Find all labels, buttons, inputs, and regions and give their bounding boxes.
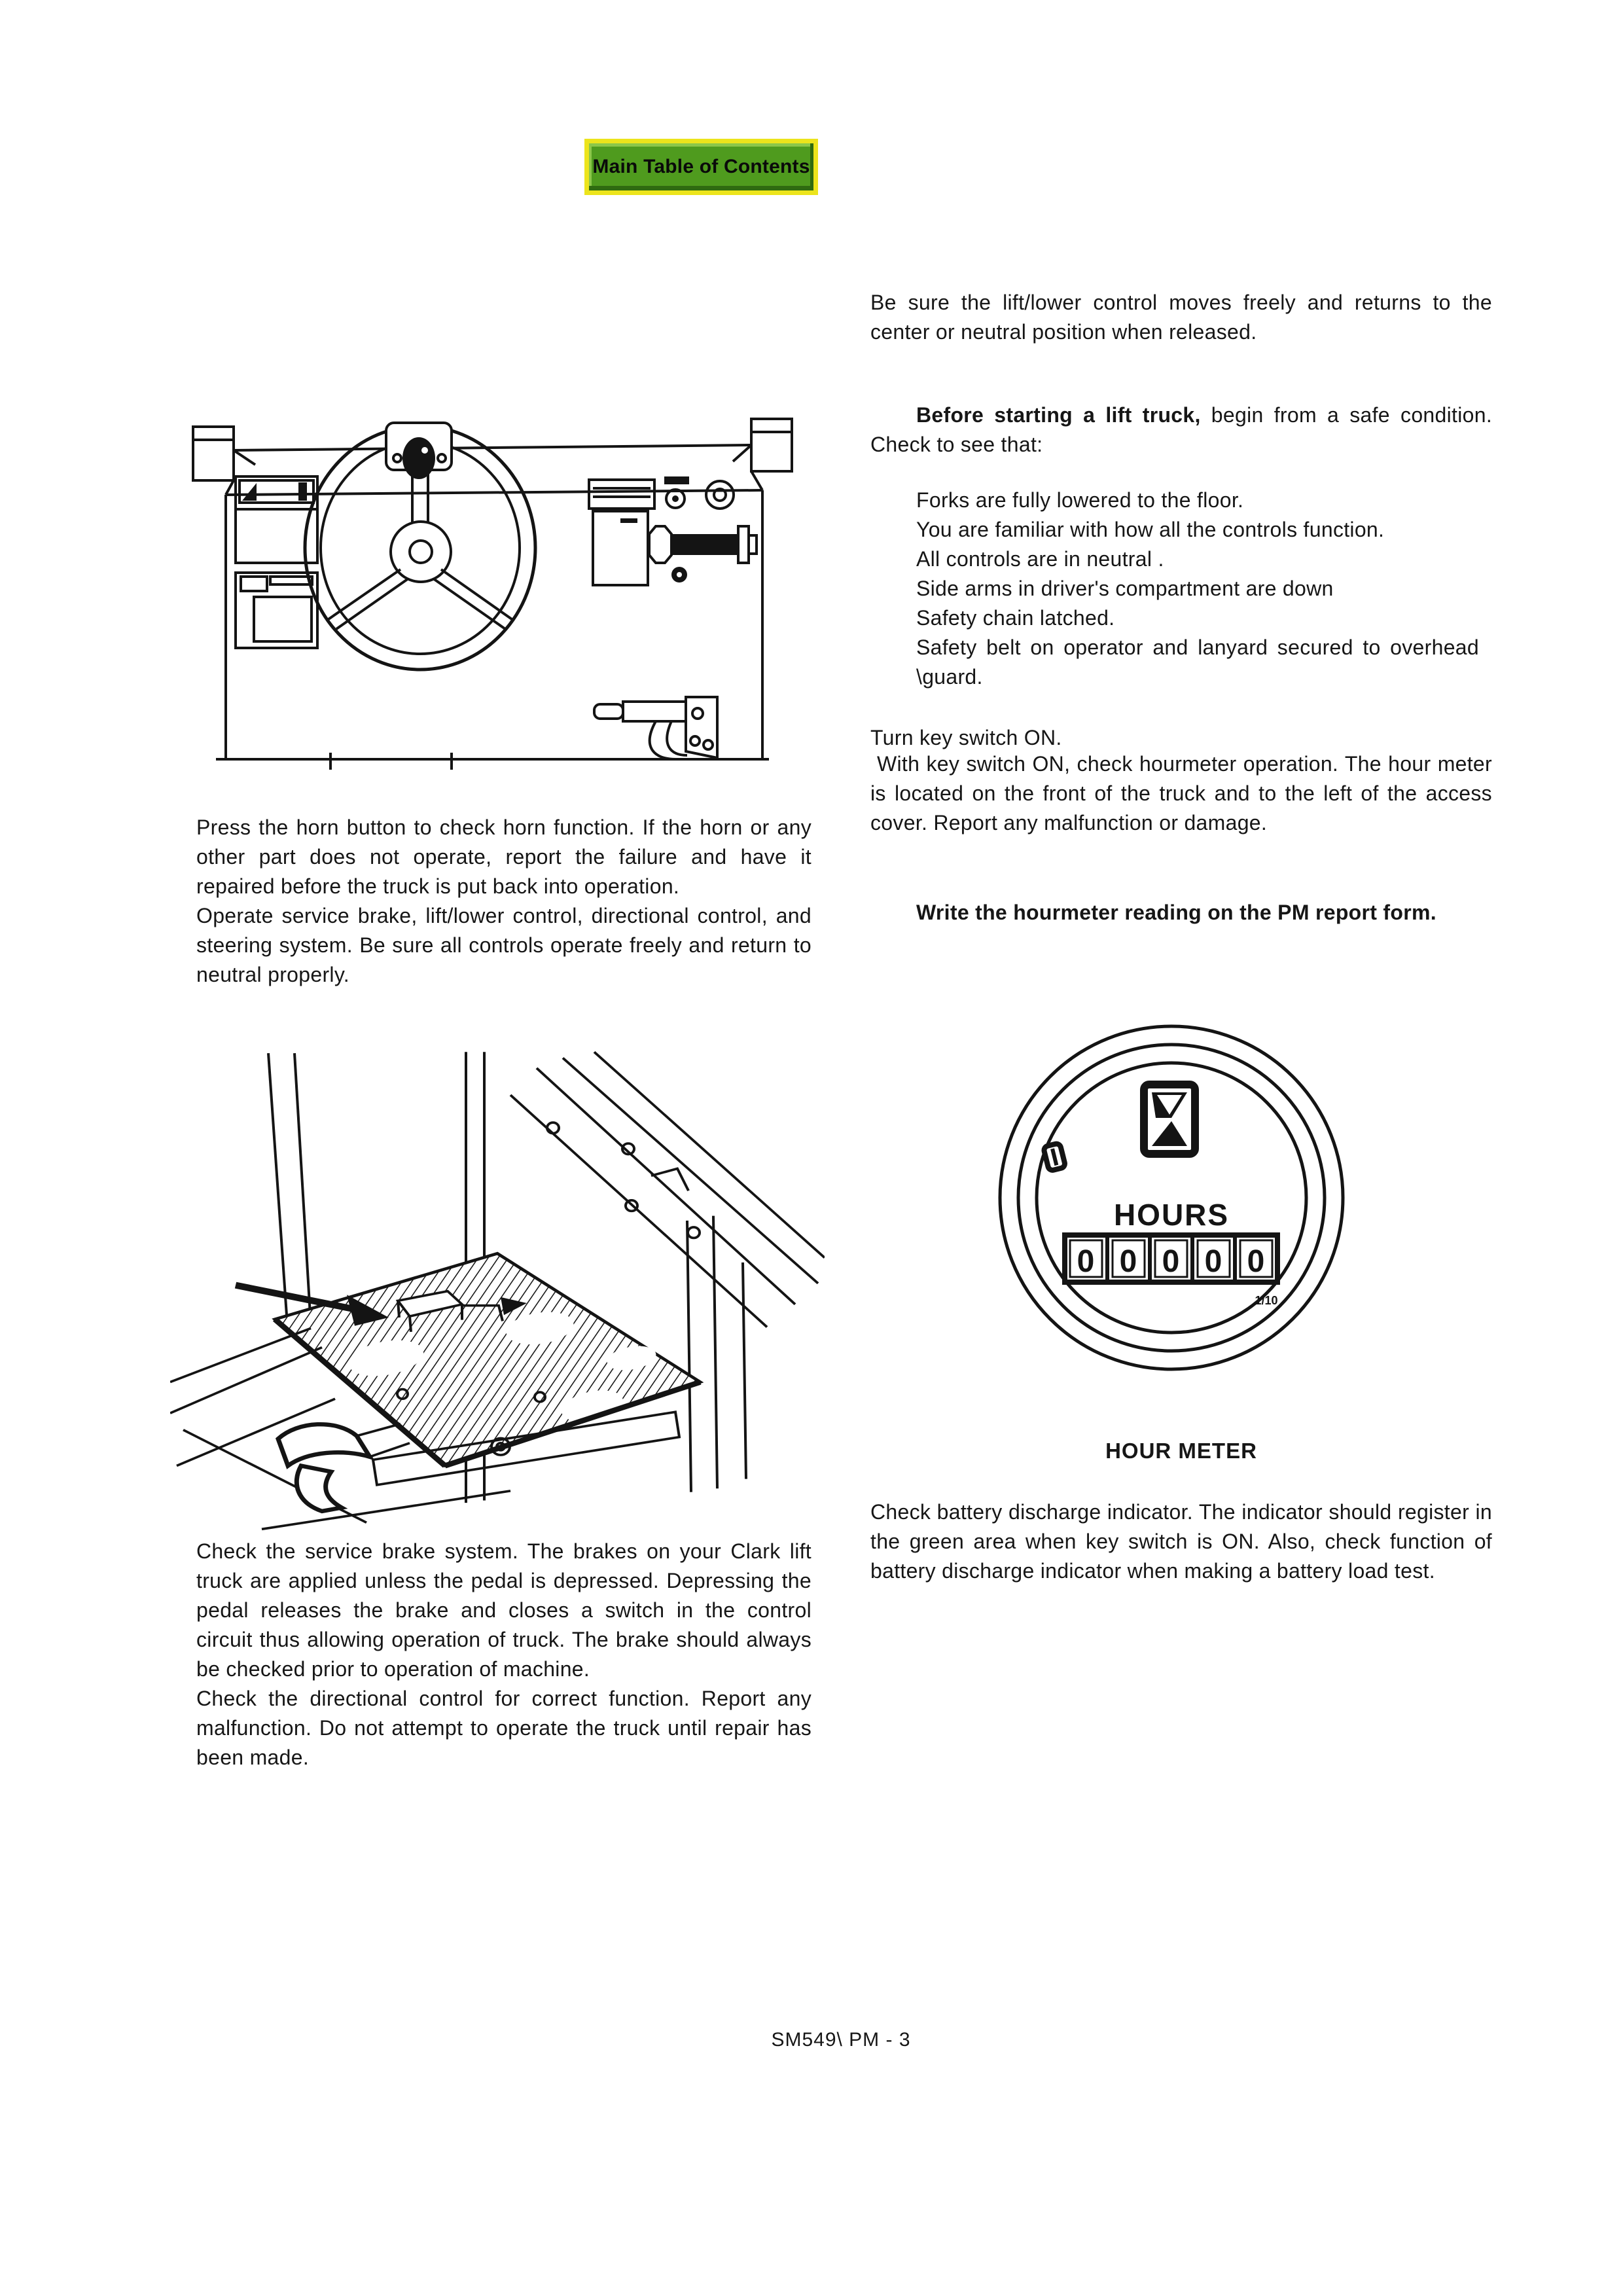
counter-digit: 0 <box>1247 1244 1265 1279</box>
service-brake-paragraph: Check the service brake system. The brakes on your Clark lift truck are applied unless the pedal is depressed. Depressing the pedal releases the brake and closes a switch in the control circuit thus allowing operation of truck. The brake should always be checked prior to operation of machine. Check the directional control for correct function. Report any malfunction. Do not attempt to operate the truck until repair has been made. <box>196 1539 812 1769</box>
checklist-item: Safety belt on operator and lanyard secured to overhead \guard. <box>916 636 1479 689</box>
write-hourmeter-paragraph: Write the hourmeter reading on the PM report form. <box>916 901 1436 924</box>
dashboard-illustration <box>170 367 812 792</box>
battery-paragraph: Check battery discharge indicator. The indicator should register in the green area when key switch is ON. Also, check function of battery discharge indicator when making a battery load test. <box>870 1500 1492 1583</box>
horn-check-paragraph: Press the horn button to check horn function. If the horn or any other part does not operate, report the failure and have it repaired before the truck is put back into operation. Operate service brake, lift/lower control, directional control, and steering system. Be sure all controls operate freely and return to neutral properly. <box>196 816 812 986</box>
checklist-item: Side arms in driver's compartment are down <box>916 577 1334 600</box>
counter-digit: 0 <box>1162 1244 1180 1279</box>
hours-label: HOURS <box>1113 1198 1230 1232</box>
cowl-top-bar <box>193 419 792 495</box>
horn-button-icon <box>386 423 452 479</box>
checklist-item: Safety chain latched. <box>916 606 1115 630</box>
checklist-item: All controls are in neutral . <box>916 547 1164 571</box>
main-toc-button[interactable] <box>584 139 818 195</box>
with-key-paragraph: With key switch ON, check hourmeter operation. The hour meter is located on the front of the truck and to the left of the access cover. Report any malfunction or damage. <box>870 752 1492 834</box>
release-lever <box>594 697 717 759</box>
checklist-item: You are familiar with how all the controls function. <box>916 518 1385 541</box>
hour-meter-caption: HOUR METER <box>1105 1439 1257 1463</box>
page-number: SM549\ PM - 3 <box>771 2029 911 2051</box>
brake-pedal <box>278 1424 410 1511</box>
counter-digit: 0 <box>1077 1244 1095 1279</box>
checklist-item: Forks are fully lowered to the floor. <box>916 488 1244 512</box>
operator-compartment-illustration <box>170 1047 825 1532</box>
main-toc-button-label: Main Table of Contents <box>592 156 810 177</box>
before-starting-rest: begin from a safe condition. Check to see that: <box>870 403 1493 456</box>
hourglass-icon <box>1144 1085 1195 1154</box>
before-starting-bold: Before starting a lift truck, <box>916 403 1201 427</box>
hour-meter-illustration <box>985 1011 1358 1384</box>
pre-start-checklist <box>916 486 1479 692</box>
hours-counter <box>1065 1235 1278 1307</box>
counter-tenths-label: 1/10 <box>1255 1294 1278 1307</box>
before-starting-paragraph <box>870 401 1492 459</box>
directional-lever <box>649 526 757 583</box>
bezel-notch-icon <box>1043 1143 1065 1171</box>
counter-digit: 0 <box>1204 1244 1222 1279</box>
turn-key-line: Turn key switch ON. <box>870 726 1062 749</box>
counter-digit: 0 <box>1119 1244 1137 1279</box>
intro-paragraph: Be sure the lift/lower control moves freely and returns to the center or neutral position when released. <box>870 291 1492 344</box>
